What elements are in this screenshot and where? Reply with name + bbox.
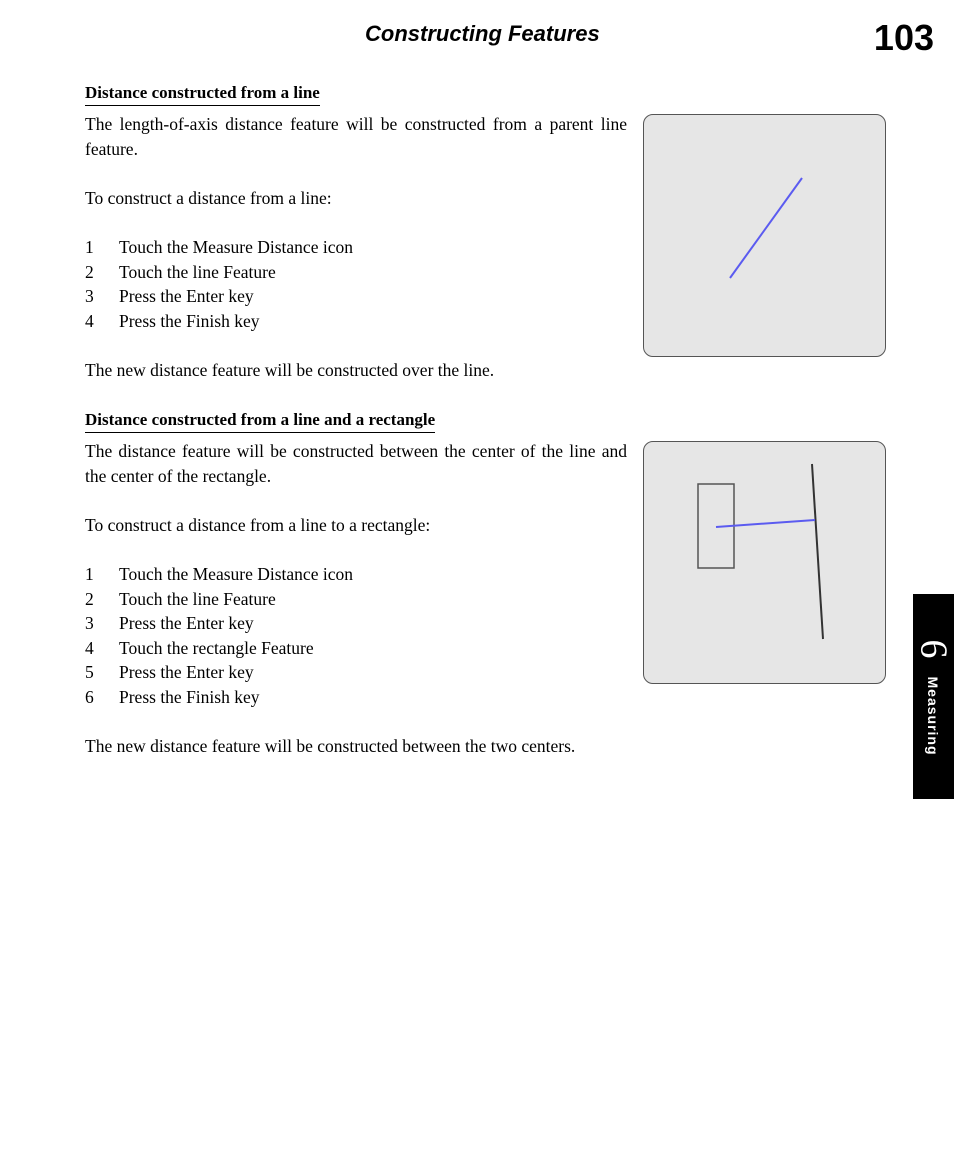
list-item: 2 Touch the line Feature xyxy=(85,588,276,609)
chapter-label: Measuring xyxy=(925,676,941,756)
list-item: 2 Touch the line Feature xyxy=(85,261,276,282)
section-heading: Distance constructed from a line xyxy=(85,82,320,106)
section-result: The new distance feature will be constructed between the two centers. xyxy=(85,736,576,757)
step-list xyxy=(85,235,627,333)
chapter-number: 6 xyxy=(912,639,954,659)
list-item: 1 Touch the Measure Distance icon xyxy=(85,236,353,257)
list-item: 1 Touch the Measure Distance icon xyxy=(85,563,353,584)
distance-line xyxy=(730,178,802,278)
step-list xyxy=(85,562,627,710)
figure-line-rectangle-distance xyxy=(643,441,886,684)
page-number: 103 xyxy=(873,17,934,58)
running-title: Constructing Features xyxy=(365,21,600,46)
chapter-tab xyxy=(913,594,954,799)
list-item: 5 Press the Enter key xyxy=(85,662,254,683)
section-intro: The length-of-axis distance feature will be constructed from a parent line feature. xyxy=(85,114,627,159)
distance-line xyxy=(716,520,815,527)
section-distance-line-rectangle xyxy=(85,407,627,759)
list-item: 6 Press the Finish key xyxy=(85,686,260,707)
section-lead: To construct a distance from a line: xyxy=(85,187,332,208)
section-heading: Distance constructed from a line and a rectangle xyxy=(85,409,435,433)
section-lead: To construct a distance from a line to a rectangle: xyxy=(85,514,431,535)
list-item: 4 Press the Finish key xyxy=(85,310,260,331)
line-rectangle-illustration xyxy=(644,442,887,685)
list-item: 3 Press the Enter key xyxy=(85,286,254,307)
section-intro: The distance feature will be constructed between the center of the line and the center of the rectangle. xyxy=(85,441,627,486)
list-item: 4 Touch the rectangle Feature xyxy=(85,637,314,658)
section-result: The new distance feature will be constructed over the line. xyxy=(85,359,495,380)
list-item: 3 Press the Enter key xyxy=(85,613,254,634)
line-feature xyxy=(812,464,823,639)
figure-line-distance xyxy=(643,114,886,357)
section-distance-from-line xyxy=(85,80,627,383)
line-illustration xyxy=(644,115,887,358)
